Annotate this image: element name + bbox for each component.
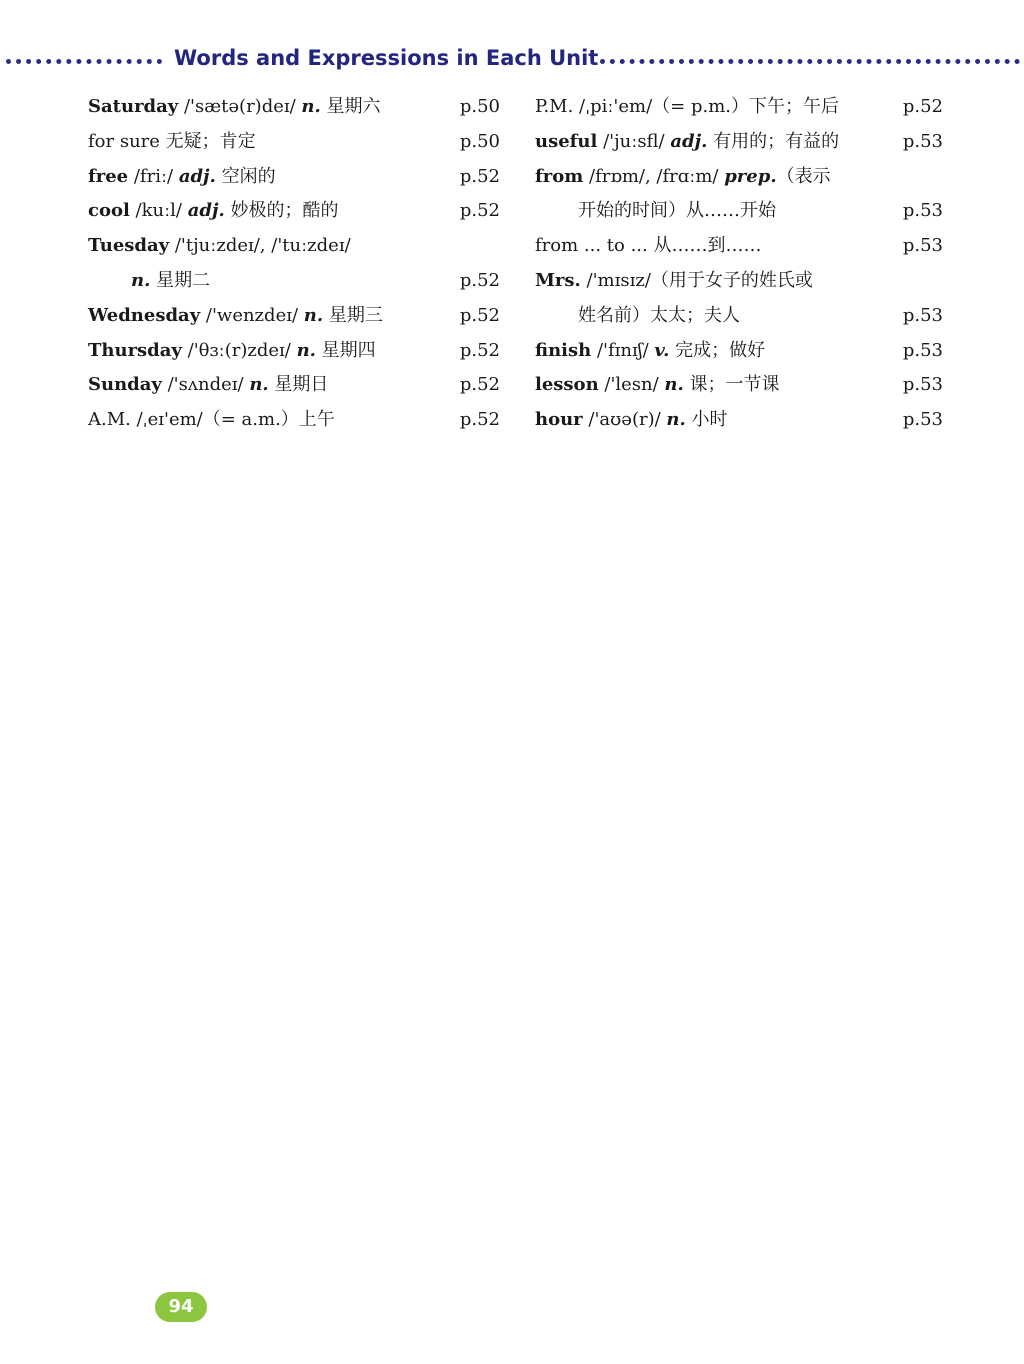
- pronunciation: /'aʊə(r)/: [582, 409, 667, 431]
- vocab-entry: [535, 264, 945, 299]
- part-of-speech: adj.: [178, 165, 216, 187]
- vocab-entry: [535, 334, 945, 369]
- pronunciation: /'θɜː(r)zdeɪ/: [181, 339, 297, 361]
- headword: cool: [88, 200, 130, 222]
- pronunciation: /'sʌndeɪ/: [161, 374, 250, 396]
- page-reference: p.52: [459, 269, 500, 291]
- pronunciation: /'fɪnɪʃ/: [591, 339, 655, 361]
- vocab-entry: [88, 299, 508, 334]
- pronunciation: /kuːl/: [129, 200, 188, 222]
- vocab-entry: [88, 403, 508, 438]
- entry-text: [535, 368, 780, 403]
- entry-text: [88, 368, 328, 403]
- definition: 有用的；有益的: [707, 130, 840, 152]
- entry-text: [131, 264, 210, 299]
- part-of-speech: n.: [664, 374, 684, 396]
- header-dots-right: [600, 59, 1020, 64]
- vocab-entry: [88, 125, 508, 160]
- definition: 上午: [298, 409, 335, 431]
- headword: Sunday: [88, 374, 162, 396]
- entry-text: [535, 264, 813, 299]
- entry-text: [535, 334, 765, 369]
- pronunciation: /friː/: [128, 165, 179, 187]
- header-dots-left: [6, 59, 162, 64]
- definition: 课；一节课: [683, 374, 780, 396]
- definition: 星期三: [323, 304, 383, 326]
- vocab-entry: [535, 125, 945, 160]
- page-reference: p.52: [459, 165, 500, 187]
- definition: 空闲的: [215, 165, 276, 187]
- vocab-entry: [88, 194, 508, 229]
- part-of-speech: n.: [249, 374, 269, 396]
- part-of-speech: prep.: [724, 165, 777, 187]
- entry-text: [535, 90, 839, 125]
- entry-text: [88, 229, 351, 264]
- entry-text: [578, 194, 776, 229]
- vocab-entry: [535, 403, 945, 438]
- pronunciation: /'tjuːzdeɪ/, /'tuːzdeɪ/: [169, 235, 351, 257]
- entry-text: [88, 160, 276, 195]
- definition: 小时: [685, 409, 728, 431]
- pronunciation: /'wenzdeɪ/: [200, 304, 304, 326]
- vocab-entry: [88, 229, 508, 264]
- headword: Wednesday: [88, 304, 201, 326]
- entry-text: [88, 403, 335, 438]
- entry-text: [88, 125, 256, 160]
- vocab-entry: [535, 90, 945, 125]
- part-of-speech: v.: [654, 339, 670, 361]
- headword: Tuesday: [88, 235, 170, 257]
- part-of-speech: n.: [666, 409, 686, 431]
- definition: 完成；做好: [669, 339, 766, 361]
- vocab-entry: [88, 160, 508, 195]
- entry-text: [578, 299, 740, 334]
- page-reference: p.53: [902, 130, 943, 152]
- page-reference: p.50: [459, 96, 500, 117]
- entry-text: [535, 403, 727, 438]
- pronunciation: /'lesn/: [598, 374, 665, 396]
- vocab-entry: [535, 194, 945, 229]
- part-of-speech: n.: [303, 304, 324, 326]
- pronunciation: /'juːsfl/: [597, 130, 671, 152]
- vocab-entry: [535, 368, 945, 403]
- definition: 无疑；肯定: [165, 130, 256, 152]
- pronunciation: A.M. /ˌeɪ'em/（= a.m.）: [88, 409, 299, 431]
- vocab-entry: [88, 264, 508, 299]
- definition: 妙极的；酷的: [224, 200, 339, 222]
- definition: 下午；午后: [749, 96, 839, 117]
- definition: 星期六: [320, 96, 381, 117]
- headword: Thursday: [88, 339, 182, 361]
- vocab-entry: [535, 299, 945, 334]
- page-reference: p.52: [459, 409, 500, 431]
- headword: useful: [535, 130, 598, 152]
- vocab-column-left: [88, 90, 508, 438]
- entry-text: [88, 334, 376, 369]
- page-reference: p.53: [902, 409, 943, 431]
- definition: 开始的时间）从……开始: [578, 200, 776, 222]
- page-reference: p.50: [459, 130, 500, 152]
- definition: 星期日: [268, 374, 329, 396]
- vocab-entry: [88, 368, 508, 403]
- definition: 星期二: [150, 269, 211, 291]
- page-reference: p.53: [902, 339, 943, 361]
- page-reference: p.52: [459, 339, 500, 361]
- pronunciation: from ... to ...: [535, 235, 654, 257]
- vocab-entry: [88, 90, 508, 125]
- vocab-entry: [535, 160, 945, 195]
- pronunciation: /frɒm/, /frɑːm/: [583, 165, 725, 187]
- headword: Mrs.: [535, 269, 581, 291]
- part-of-speech: adj.: [187, 200, 225, 222]
- section-header: [0, 44, 1024, 78]
- headword: Saturday: [88, 96, 179, 117]
- part-of-speech: n.: [131, 269, 151, 291]
- page-reference: p.52: [459, 374, 500, 396]
- section-title: Words and Expressions in Each Unit: [174, 46, 599, 70]
- page-reference: p.52: [902, 96, 943, 117]
- page-reference: p.52: [459, 200, 500, 222]
- headword: from: [535, 165, 584, 187]
- definition: 星期四: [315, 339, 376, 361]
- entry-text: [535, 125, 839, 160]
- definition: （用于女子的姓氏或: [650, 269, 813, 291]
- page-reference: p.52: [459, 304, 500, 326]
- page-reference: p.53: [902, 304, 943, 326]
- vocab-column-right: [535, 90, 945, 438]
- page-reference: p.53: [902, 374, 943, 396]
- entry-text: [535, 229, 761, 264]
- pronunciation: /'mɪsɪz/: [580, 269, 651, 291]
- part-of-speech: adj.: [670, 130, 708, 152]
- entry-text: [88, 299, 383, 334]
- headword: hour: [535, 409, 583, 431]
- definition: 姓名前）太太；夫人: [578, 304, 740, 326]
- page-number: 94: [155, 1292, 207, 1322]
- vocab-entry: [535, 229, 945, 264]
- definition: （表示: [776, 165, 831, 187]
- pronunciation: /'sætə(r)deɪ/: [178, 96, 302, 117]
- definition: 从……到……: [653, 235, 762, 257]
- pronunciation: for sure: [88, 130, 166, 152]
- part-of-speech: n.: [296, 339, 316, 361]
- vocab-entry: [88, 334, 508, 369]
- entry-text: [88, 90, 381, 125]
- pronunciation: P.M. /ˌpiː'em/（= p.m.）: [535, 96, 749, 117]
- headword: free: [88, 165, 129, 187]
- page-reference: p.53: [902, 200, 943, 222]
- entry-text: [535, 160, 831, 195]
- entry-text: [88, 194, 338, 229]
- page-reference: p.53: [902, 235, 943, 257]
- headword: finish: [535, 339, 592, 361]
- headword: lesson: [535, 374, 599, 396]
- part-of-speech: n.: [301, 96, 321, 117]
